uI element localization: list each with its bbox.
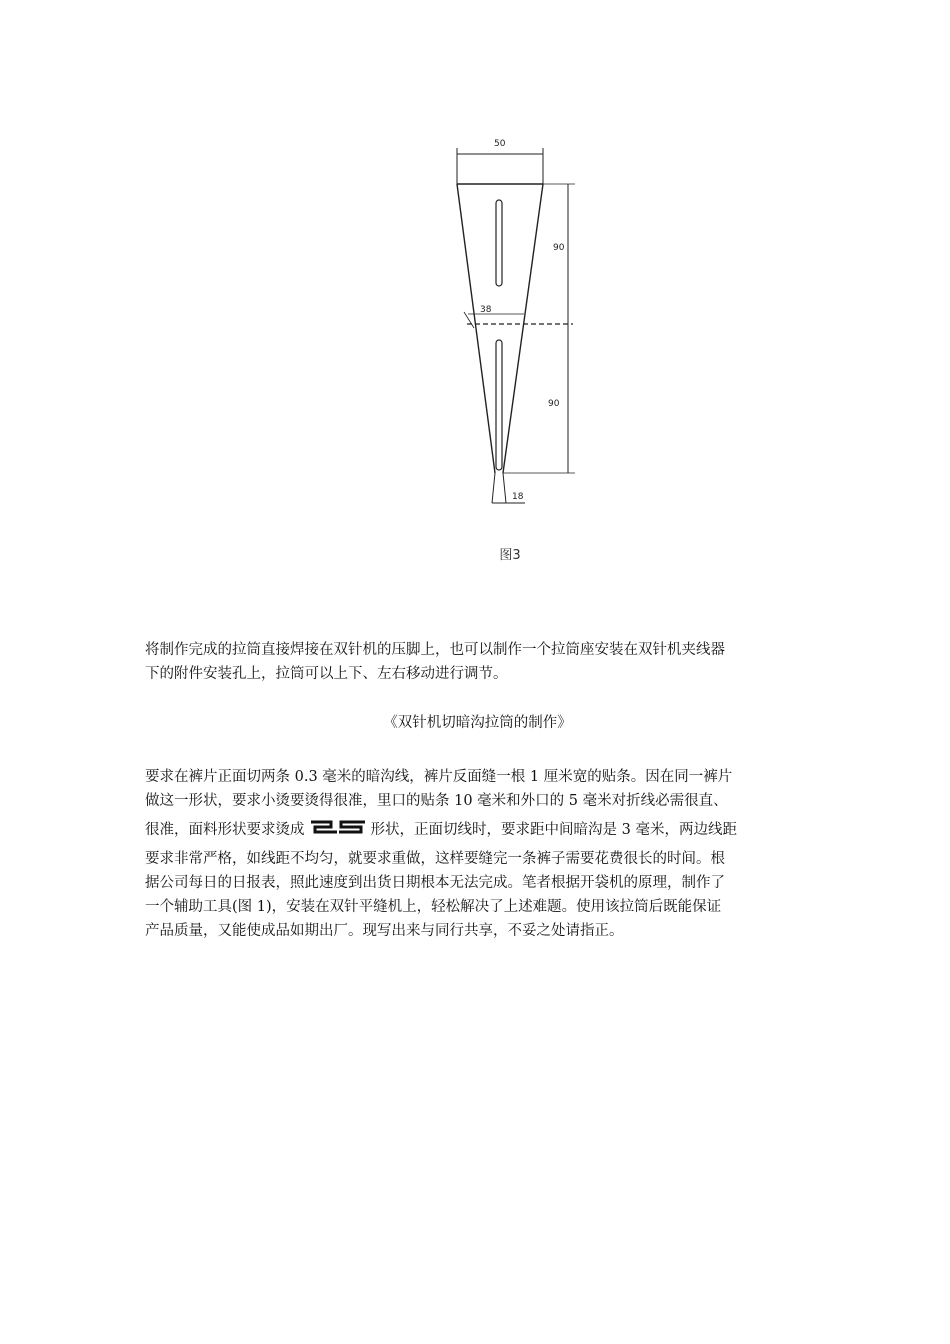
top-width-label: 50 bbox=[494, 139, 506, 149]
bottom-right-edge bbox=[503, 473, 506, 503]
paragraph-1-line-1: 将制作完成的拉筒直接焊接在双针机的压脚上，也可以制作一个拉筒座安装在双针机夹线器 bbox=[145, 642, 725, 658]
section-title: 《双针机切暗沟拉筒的制作》 bbox=[383, 715, 572, 731]
mid-width-label: 38 bbox=[480, 305, 492, 315]
paragraph-1-line-2: 下的附件安装孔上，拉筒可以上下、左右移动进行调节。 bbox=[145, 666, 508, 682]
cone-left-edge bbox=[457, 184, 495, 473]
paragraph-2-line-5: 据公司每日的日报表，照此速度到出货日期根本无法完成。笔者根据开袋机的原理，制作了 bbox=[145, 875, 725, 891]
lower-height-label: 90 bbox=[548, 399, 560, 409]
paragraph-2-line-2: 做这一形状，要求小烫要烫得很准，里口的贴条 10 毫米和外口的 5 毫米对折线必需很直、 bbox=[145, 793, 728, 809]
figure-caption: 图3 bbox=[499, 548, 521, 563]
lower-slot bbox=[496, 340, 502, 470]
cone-diagram bbox=[440, 128, 600, 518]
bottom-left-edge bbox=[492, 473, 495, 503]
paragraph-2 bbox=[145, 765, 810, 943]
folded-shape-icon bbox=[309, 818, 367, 836]
technical-drawing bbox=[440, 128, 600, 518]
paragraph-1 bbox=[145, 638, 810, 686]
paragraph-2-line-4: 要求非常严格，如线距不均匀，就要求重做，这样要缝完一条裤子需要花费很长的时间。根 bbox=[145, 851, 725, 867]
paragraph-2-line-3 bbox=[145, 813, 810, 847]
upper-height-label: 90 bbox=[553, 243, 565, 253]
paragraph-2-line-3-start: 很准，面料形状要求烫成 bbox=[145, 822, 305, 838]
cone-right-edge bbox=[503, 184, 543, 473]
paragraph-2-line-3-end: 形状，正面切线时，要求距中间暗沟是 3 毫米，两边线距 bbox=[370, 822, 737, 838]
bottom-width-label: 18 bbox=[512, 492, 524, 502]
upper-slot bbox=[496, 200, 502, 286]
paragraph-2-line-7: 产品质量，又能使成品如期出厂。现写出来与同行共享，不妥之处请指正。 bbox=[145, 923, 624, 939]
paragraph-2-line-6: 一个辅助工具(图 1)，安装在双针平缝机上，轻松解决了上述难题。使用该拉筒后既能保证 bbox=[145, 899, 722, 915]
paragraph-2-line-1: 要求在裤片正面切两条 0.3 毫米的暗沟线，裤片反面缝一根 1 厘米宽的贴条。因在同一裤片 bbox=[145, 769, 733, 785]
